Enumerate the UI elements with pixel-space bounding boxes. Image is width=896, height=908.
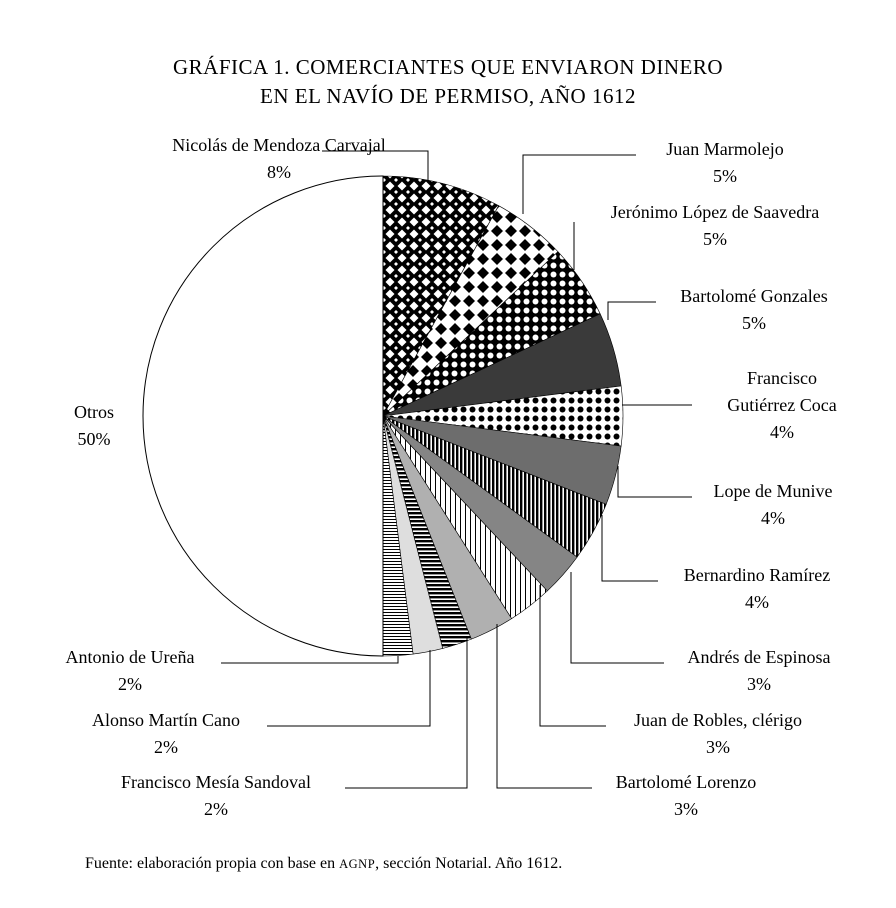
slice-value-jeronimo: 5%: [703, 229, 727, 249]
chart-title: GRÁFICA 1. COMERCIANTES QUE ENVIARON DINERO: [172, 55, 724, 79]
slice-label-espinosa: Andrés de Espinosa: [687, 647, 831, 667]
source-note: [85, 855, 562, 872]
slice-label-mesia: Francisco Mesía Sandoval: [121, 772, 311, 792]
slice-value-ramirez: 4%: [745, 592, 769, 612]
slice-value-marmolejo: 5%: [713, 166, 737, 186]
slice-value-otros: 50%: [77, 429, 111, 449]
pie-slice-otros: [143, 176, 383, 656]
leader-line-ramirez: [602, 515, 658, 581]
leader-line-urena: [221, 656, 398, 663]
leader-line-gonzales: [608, 302, 656, 320]
slice-value-lorenzo: 3%: [674, 799, 698, 819]
leader-line-robles: [540, 585, 606, 726]
leader-line-munive: [618, 466, 692, 497]
slice-label-ramirez: Bernardino Ramírez: [683, 565, 831, 585]
slice-value-nicolas: 8%: [267, 162, 291, 182]
slice-label-robles: Juan de Robles, clérigo: [634, 710, 802, 730]
slice-label-nicolas: Nicolás de Mendoza Carvajal: [172, 135, 386, 155]
slice-label-jeronimo: Jerónimo López de Saavedra: [610, 202, 820, 222]
source-text-end: , sección Notarial. Año 1612.: [375, 855, 563, 872]
slice-value-robles: 3%: [706, 737, 730, 757]
source-text: Fuente: elaboración propia con base en: [85, 855, 340, 872]
chart-subtitle: EN EL NAVÍO DE PERMISO, AÑO 1612: [260, 84, 636, 108]
source-abbr: AGNP: [339, 857, 376, 871]
leader-line-lorenzo: [497, 624, 592, 788]
leader-line-mesia: [345, 638, 467, 788]
slice-value-munive: 4%: [761, 508, 785, 528]
slice-label-gutierrez-line2: Gutiérrez Coca: [727, 395, 837, 415]
pie-slices: [143, 176, 623, 656]
slice-label-lorenzo: Bartolomé Lorenzo: [615, 772, 757, 792]
slice-label-munive: Lope de Munive: [713, 481, 833, 501]
slice-label-gonzales: Bartolomé Gonzales: [680, 286, 828, 306]
slice-label-marmolejo: Juan Marmolejo: [666, 139, 784, 159]
slice-label-urena: Antonio de Ureña: [65, 647, 195, 667]
slice-value-gonzales: 5%: [742, 313, 766, 333]
slice-label-otros: Otros: [74, 402, 114, 422]
slice-value-gutierrez: 4%: [770, 422, 794, 442]
slice-value-mesia: 2%: [204, 799, 228, 819]
slice-value-martin: 2%: [154, 737, 178, 757]
slice-label-gutierrez-line1: Francisco: [747, 368, 817, 388]
leader-line-espinosa: [571, 572, 664, 663]
leader-line-martin: [267, 650, 430, 726]
slice-value-urena: 2%: [118, 674, 142, 694]
slice-value-espinosa: 3%: [747, 674, 771, 694]
slice-label-martin: Alonso Martín Cano: [92, 710, 240, 730]
